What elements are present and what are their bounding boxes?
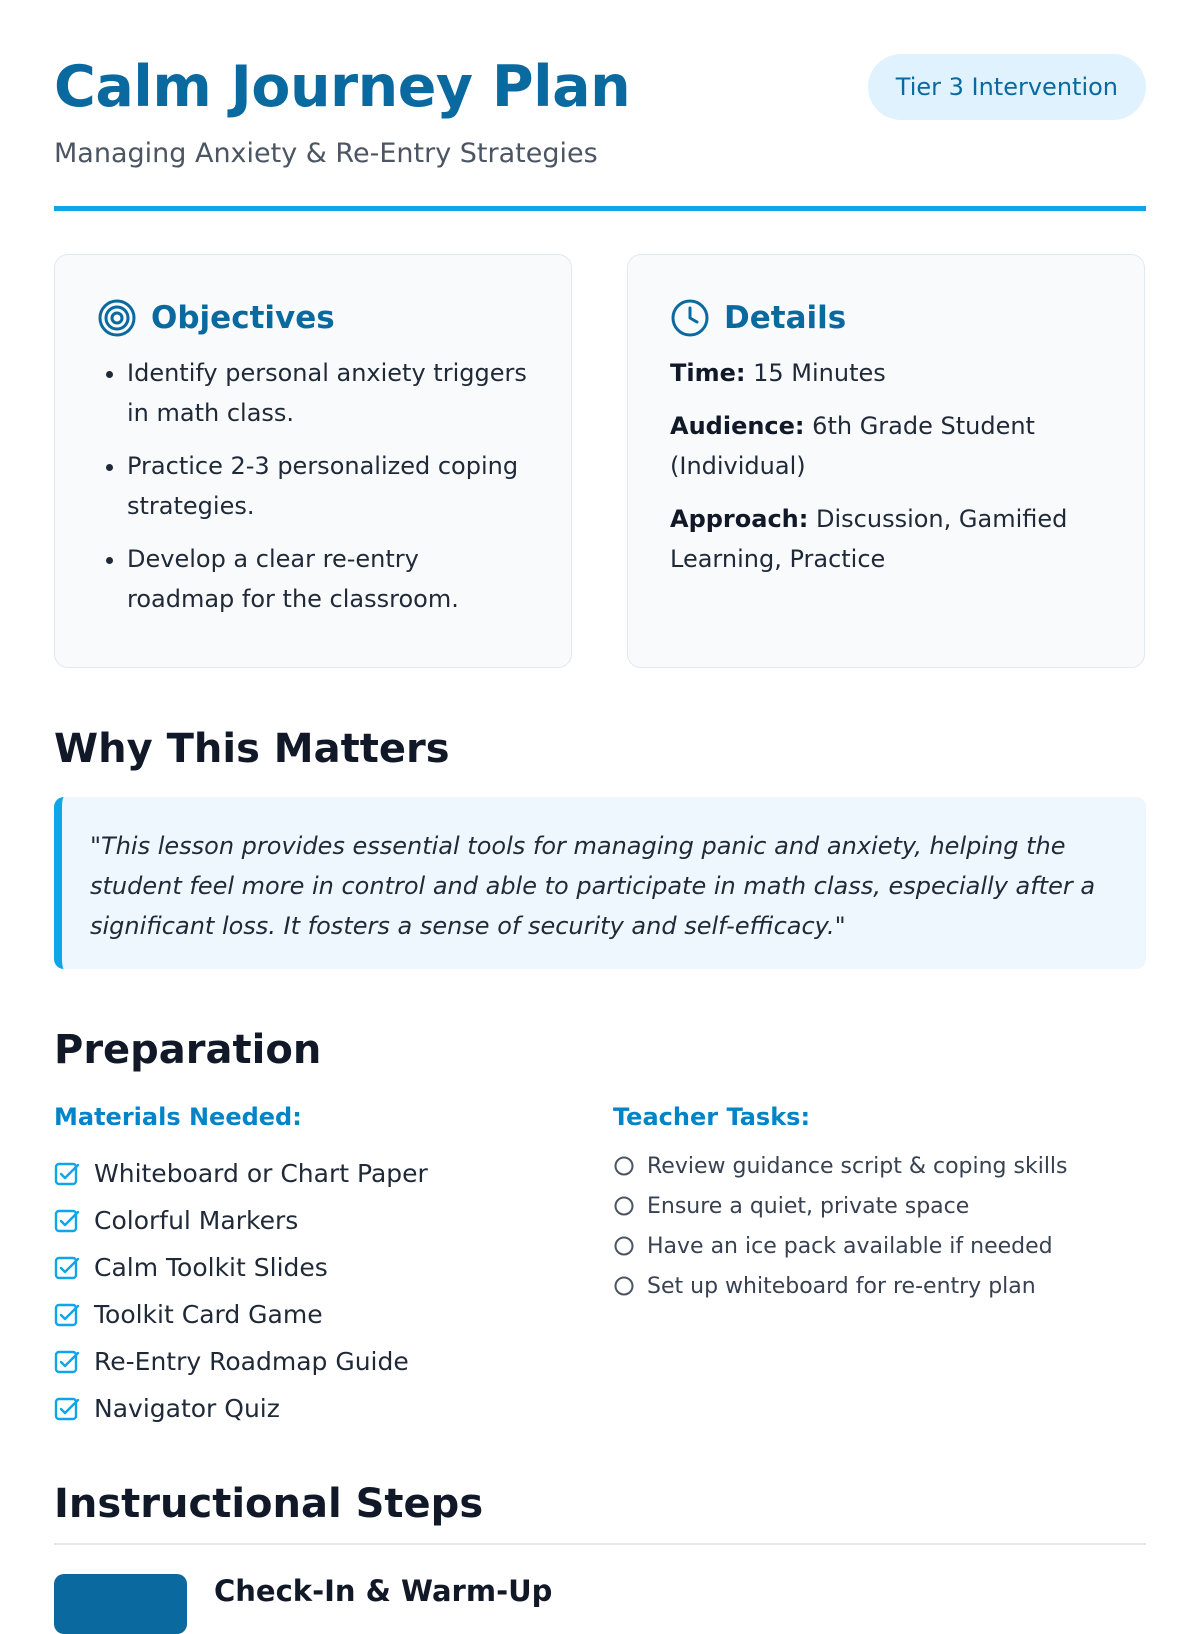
materials-heading: Materials Needed: xyxy=(54,1103,302,1131)
objective-item: • Identify personal anxiety triggers in math class. xyxy=(127,353,529,433)
why-quote: "This lesson provides essential tools for managing panic and anxiety, helping the student feel more in control and able to participate in math class, especially after a significant loss. It fosters a sense of security and self-efficacy." xyxy=(54,797,1146,969)
task-item xyxy=(613,1186,1068,1226)
checkbox-checked-icon xyxy=(54,1349,80,1375)
task-item xyxy=(613,1266,1068,1306)
empty-circle-icon xyxy=(613,1195,635,1217)
empty-circle-icon xyxy=(613,1235,635,1257)
material-label: Whiteboard or Chart Paper xyxy=(94,1159,428,1188)
task-label: Set up whiteboard for re-entry plan xyxy=(647,1273,1036,1299)
checkbox-checked-icon xyxy=(54,1302,80,1328)
task-label: Review guidance script & coping skills xyxy=(647,1153,1068,1179)
objectives-list xyxy=(97,353,529,619)
details-header xyxy=(670,295,1102,341)
detail-approach-label: Approach: xyxy=(670,505,809,533)
clock-icon xyxy=(670,298,710,338)
details-heading: Details xyxy=(724,300,847,336)
lesson-plan-page xyxy=(0,0,1200,210)
task-item xyxy=(613,1146,1068,1186)
header xyxy=(54,0,1146,210)
steps-divider xyxy=(54,1543,1146,1545)
task-label: Ensure a quiet, private space xyxy=(647,1193,970,1219)
detail-time xyxy=(670,353,1102,393)
checkbox-checked-icon xyxy=(54,1208,80,1234)
step-title: Check-In & Warm-Up xyxy=(214,1574,553,1608)
task-label: Have an ice pack available if needed xyxy=(647,1233,1053,1259)
material-label: Calm Toolkit Slides xyxy=(94,1253,328,1282)
objective-item: • Practice 2-3 personalized coping strategies. xyxy=(127,446,529,526)
material-label: Colorful Markers xyxy=(94,1206,299,1235)
detail-audience-value: 6th Grade Student (Individual) xyxy=(670,412,1035,480)
steps-heading: Instructional Steps xyxy=(54,1481,484,1527)
objectives-header xyxy=(97,295,529,341)
checkbox-checked-icon xyxy=(54,1255,80,1281)
header-divider xyxy=(54,206,1146,211)
empty-circle-icon xyxy=(613,1275,635,1297)
material-item xyxy=(54,1385,428,1432)
material-label: Navigator Quiz xyxy=(94,1394,280,1423)
material-item xyxy=(54,1338,428,1385)
material-label: Toolkit Card Game xyxy=(94,1300,323,1329)
material-item xyxy=(54,1197,428,1244)
page-subtitle: Managing Anxiety & Re-Entry Strategies xyxy=(54,138,598,169)
tasks-list xyxy=(613,1146,1068,1306)
target-icon xyxy=(97,298,137,338)
page-title: Calm Journey Plan xyxy=(54,54,631,120)
objective-item: • Develop a clear re-entry roadmap for the classroom. xyxy=(127,539,529,619)
checkbox-checked-icon xyxy=(54,1161,80,1187)
tier-badge: Tier 3 Intervention xyxy=(868,54,1146,120)
material-item xyxy=(54,1150,428,1197)
detail-audience-label: Audience: xyxy=(670,412,805,440)
task-item xyxy=(613,1226,1068,1266)
material-label: Re-Entry Roadmap Guide xyxy=(94,1347,409,1376)
objectives-heading: Objectives xyxy=(151,300,335,336)
tasks-heading: Teacher Tasks: xyxy=(613,1103,811,1131)
why-heading: Why This Matters xyxy=(54,726,450,772)
empty-circle-icon xyxy=(613,1155,635,1177)
material-item xyxy=(54,1291,428,1338)
preparation-heading: Preparation xyxy=(54,1027,322,1073)
summary-cards xyxy=(54,254,1146,670)
checkbox-checked-icon xyxy=(54,1396,80,1422)
details-card xyxy=(627,254,1145,668)
detail-time-value: 15 Minutes xyxy=(753,359,886,387)
detail-audience xyxy=(670,406,1102,486)
detail-time-label: Time: xyxy=(670,359,746,387)
objectives-card xyxy=(54,254,572,668)
step-number-badge xyxy=(54,1574,187,1634)
detail-approach xyxy=(670,499,1102,579)
material-item xyxy=(54,1244,428,1291)
detail-approach-value: Discussion, Gamified Learning, Practice xyxy=(670,505,1068,573)
materials-list xyxy=(54,1150,428,1432)
